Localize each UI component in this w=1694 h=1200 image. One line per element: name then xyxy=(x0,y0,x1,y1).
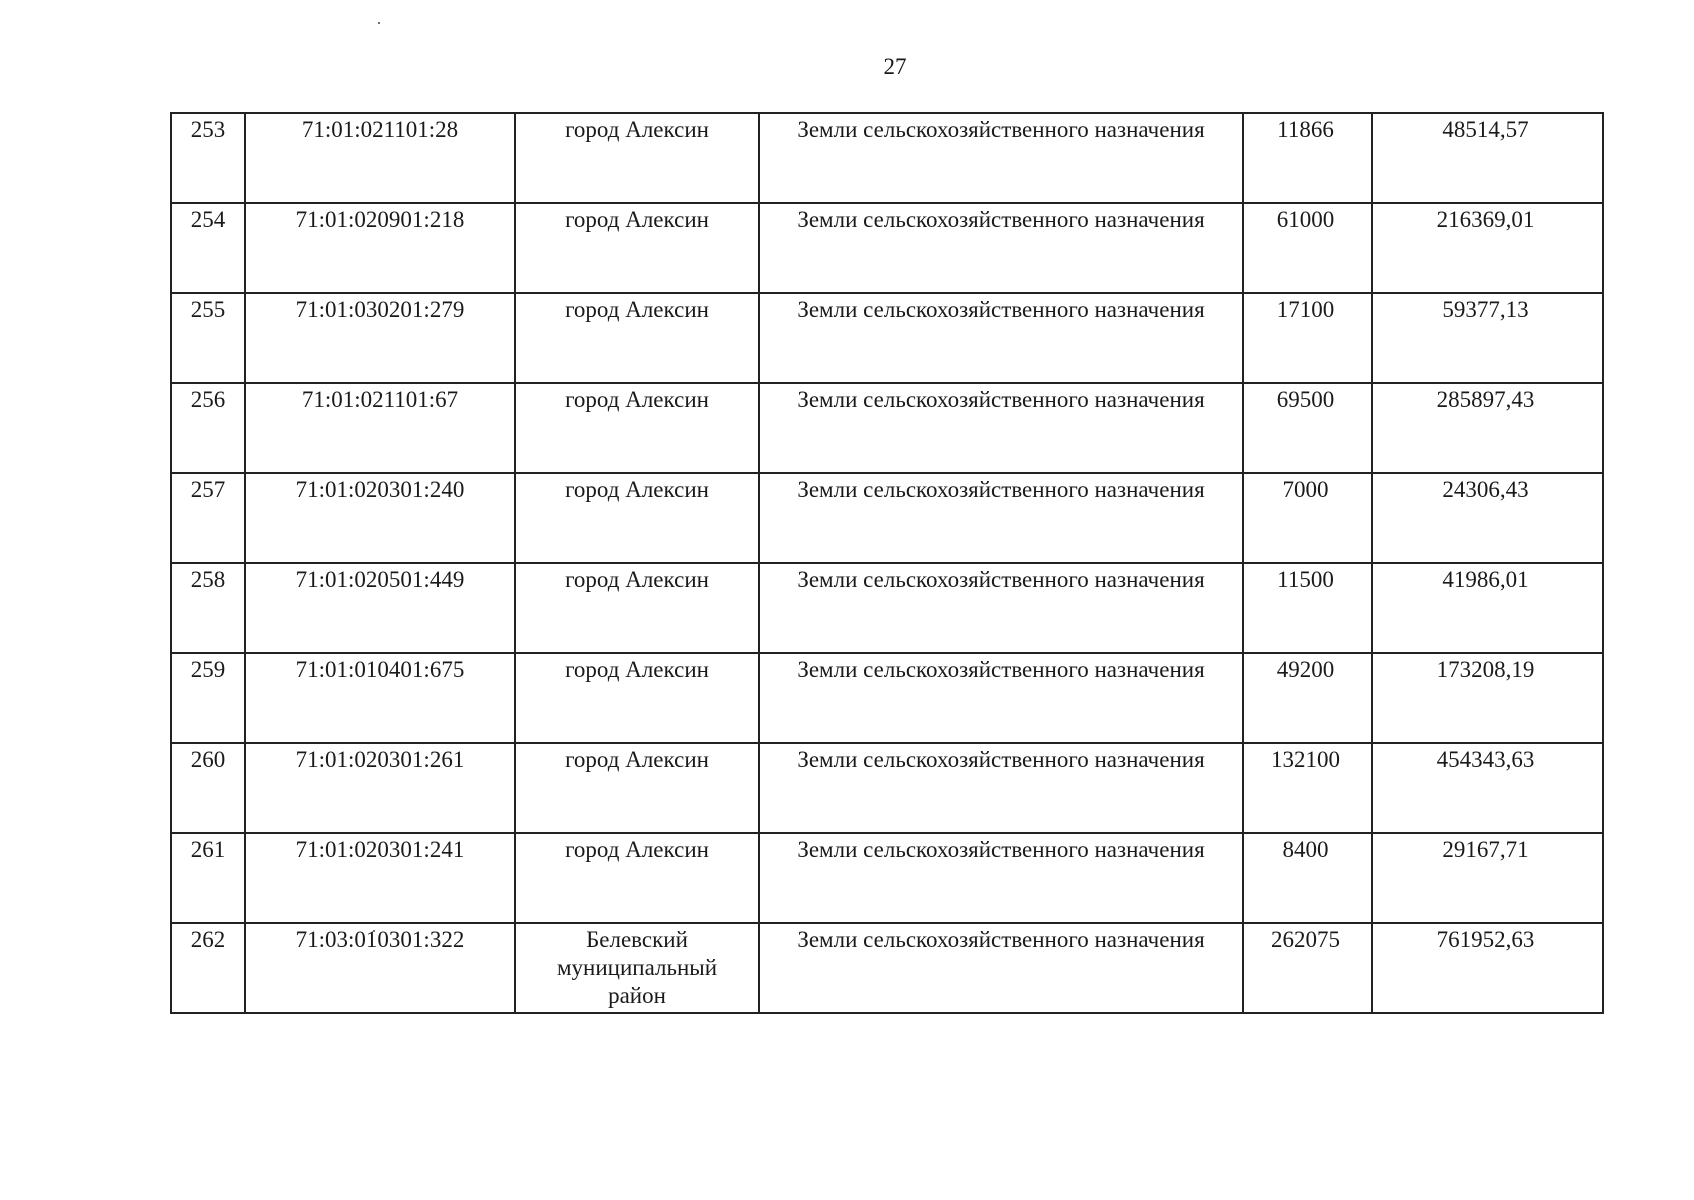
cadastral-value-cell: 761952,63 xyxy=(1372,923,1603,1013)
row-number-cell: 254 xyxy=(171,203,245,293)
area-cell: 11500 xyxy=(1243,563,1372,653)
municipality-cell: город Алексин xyxy=(515,113,759,203)
cadastral-number-cell: 71:01:010401:675 xyxy=(245,653,515,743)
area-cell: 8400 xyxy=(1243,833,1372,923)
table-row xyxy=(171,383,1603,473)
row-number-cell: 255 xyxy=(171,293,245,383)
cadastral-value-cell: 454343,63 xyxy=(1372,743,1603,833)
area-cell: 132100 xyxy=(1243,743,1372,833)
municipality-cell: город Алексин xyxy=(515,383,759,473)
municipality-cell: город Алексин xyxy=(515,473,759,563)
cadastral-number-cell: 71:01:020501:449 xyxy=(245,563,515,653)
cadastral-value-cell: 285897,43 xyxy=(1372,383,1603,473)
cadastral-number-cell: 71:01:021101:28 xyxy=(245,113,515,203)
table-row xyxy=(171,473,1603,563)
land-category-cell: Земли сельскохозяйственного назначения xyxy=(759,383,1243,473)
table-row xyxy=(171,653,1603,743)
municipality-cell: город Алексин xyxy=(515,563,759,653)
land-category-cell: Земли сельскохозяйственного назначения xyxy=(759,653,1243,743)
cadastral-number-cell: 71:01:020901:218 xyxy=(245,203,515,293)
area-cell: 11866 xyxy=(1243,113,1372,203)
municipality-cell: город Алексин xyxy=(515,653,759,743)
cadastral-value-cell: 173208,19 xyxy=(1372,653,1603,743)
row-number-cell: 258 xyxy=(171,563,245,653)
row-number-cell: 260 xyxy=(171,743,245,833)
area-cell: 262075 xyxy=(1243,923,1372,1013)
row-number-cell: 262 xyxy=(171,923,245,1013)
row-number-cell: 261 xyxy=(171,833,245,923)
land-category-cell: Земли сельскохозяйственного назначения xyxy=(759,923,1243,1013)
page-number: 27 xyxy=(883,54,907,79)
row-number-cell: 253 xyxy=(171,113,245,203)
area-cell: 69500 xyxy=(1243,383,1372,473)
cadastral-number-cell: 71:01:030201:279 xyxy=(245,293,515,383)
cadastral-number-cell: 71:01:021101:67 xyxy=(245,383,515,473)
area-cell: 17100 xyxy=(1243,293,1372,383)
table-row xyxy=(171,113,1603,203)
table-row xyxy=(171,293,1603,383)
cadastral-value-cell: 24306,43 xyxy=(1372,473,1603,563)
table-row xyxy=(171,743,1603,833)
land-category-cell: Земли сельскохозяйственного назначения xyxy=(759,113,1243,203)
municipality-cell: Белевский муниципальный район xyxy=(515,923,759,1013)
cadastral-value-cell: 216369,01 xyxy=(1372,203,1603,293)
land-plots-table xyxy=(170,112,1604,1014)
area-cell: 49200 xyxy=(1243,653,1372,743)
table-row xyxy=(171,833,1603,923)
row-number-cell: 257 xyxy=(171,473,245,563)
cadastral-value-cell: 59377,13 xyxy=(1372,293,1603,383)
municipality-cell: город Алексин xyxy=(515,293,759,383)
table-row xyxy=(171,563,1603,653)
row-number-cell: 256 xyxy=(171,383,245,473)
cadastral-value-cell: 48514,57 xyxy=(1372,113,1603,203)
cadastral-value-cell: 29167,71 xyxy=(1372,833,1603,923)
scan-speck xyxy=(378,22,380,24)
municipality-cell: город Алексин xyxy=(515,833,759,923)
table-row xyxy=(171,203,1603,293)
land-category-cell: Земли сельскохозяйственного назначения xyxy=(759,293,1243,383)
table-row xyxy=(171,923,1603,1013)
cadastral-value-cell: 41986,01 xyxy=(1372,563,1603,653)
cadastral-number-cell: 71:01:020301:241 xyxy=(245,833,515,923)
land-category-cell: Земли сельскохозяйственного назначения xyxy=(759,743,1243,833)
municipality-cell: город Алексин xyxy=(515,743,759,833)
area-cell: 61000 xyxy=(1243,203,1372,293)
row-number-cell: 259 xyxy=(171,653,245,743)
land-category-cell: Земли сельскохозяйственного назначения xyxy=(759,203,1243,293)
municipality-cell: город Алексин xyxy=(515,203,759,293)
area-cell: 7000 xyxy=(1243,473,1372,563)
cadastral-number-cell: 71:03:010301:322 xyxy=(245,923,515,1013)
cadastral-number-cell: 71:01:020301:261 xyxy=(245,743,515,833)
cadastral-number-cell: 71:01:020301:240 xyxy=(245,473,515,563)
table-body xyxy=(171,113,1603,1013)
land-category-cell: Земли сельскохозяйственного назначения xyxy=(759,473,1243,563)
land-category-cell: Земли сельскохозяйственного назначения xyxy=(759,563,1243,653)
land-category-cell: Земли сельскохозяйственного назначения xyxy=(759,833,1243,923)
